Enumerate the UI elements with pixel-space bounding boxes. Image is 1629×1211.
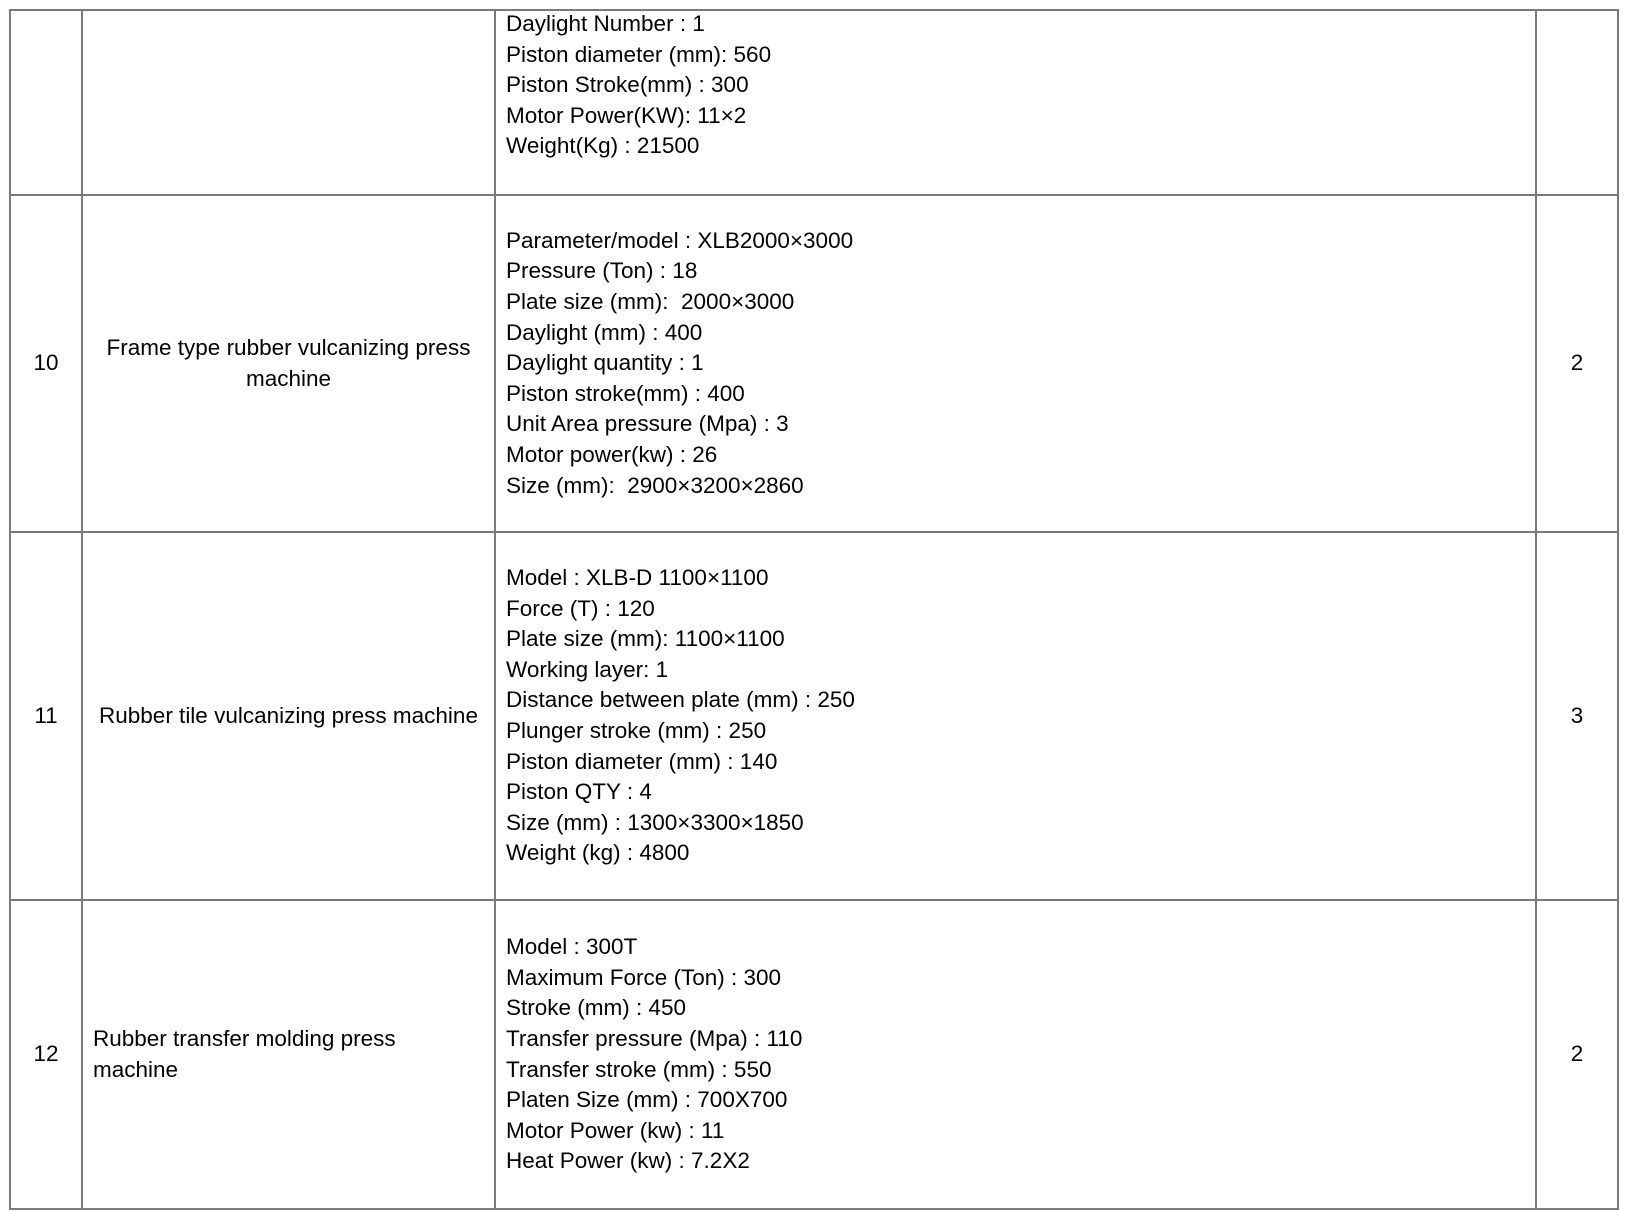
- spec-line: Transfer stroke (mm) : 550: [506, 1056, 772, 1082]
- specification-cell: [495, 10, 1536, 195]
- spec-line: Motor Power (kw) : 11: [506, 1117, 725, 1143]
- specification-cell: [495, 195, 1536, 532]
- spec-line: Plate size (mm): 2000×3000: [506, 289, 795, 315]
- equipment-name: [82, 10, 495, 195]
- spec-line: Plunger stroke (mm) : 250: [506, 718, 767, 743]
- spec-line: Piston stroke(mm) : 400: [506, 380, 745, 406]
- item-number: 12: [10, 900, 82, 1209]
- item-number: [10, 10, 82, 195]
- spec-line: Distance between plate (mm) : 250: [506, 687, 855, 713]
- spec-line: Size (mm): 2900×3200×2860: [506, 472, 804, 498]
- spec-line: Stroke (mm) : 450: [506, 995, 687, 1021]
- quantity: [1536, 10, 1618, 195]
- spec-line: Weight (kg) : 4800: [506, 840, 690, 866]
- spec-line: Pressure (Ton) : 18: [506, 258, 698, 284]
- equipment-name: Rubber transfer molding press machine: [82, 900, 495, 1209]
- spec-line: Working layer: 1: [506, 656, 669, 682]
- spec-line: Daylight Number : 1: [506, 11, 705, 36]
- spec-line: Piston QTY : 4: [506, 779, 652, 805]
- item-number: 10: [10, 195, 82, 532]
- spec-list: [506, 563, 1535, 869]
- table-row: [10, 532, 1618, 900]
- spec-line: Model : XLB-D 1100×1100: [506, 565, 769, 591]
- quantity: 2: [1536, 195, 1618, 532]
- spec-line: Maximum Force (Ton) : 300: [506, 964, 782, 990]
- spec-line: Piston diameter (mm): 560: [506, 41, 772, 67]
- spec-list: [506, 9, 1535, 162]
- spec-line: Unit Area pressure (Mpa) : 3: [506, 411, 789, 437]
- item-number: 11: [10, 532, 82, 900]
- spec-line: Size (mm) : 1300×3300×1850: [506, 809, 804, 835]
- specification-cell: [495, 900, 1536, 1209]
- spec-line: Daylight quantity : 1: [506, 350, 704, 376]
- spec-list: [506, 226, 1535, 501]
- equipment-name: Rubber tile vulcanizing press machine: [82, 532, 495, 900]
- spec-line: Daylight (mm) : 400: [506, 319, 703, 345]
- spec-line: Piston diameter (mm) : 140: [506, 748, 778, 774]
- spec-line: Motor power(kw) : 26: [506, 441, 718, 467]
- spec-line: Transfer pressure (Mpa) : 110: [506, 1025, 803, 1051]
- spec-line: Motor Power(KW): 11×2: [506, 102, 747, 128]
- spec-line: Parameter/model : XLB2000×3000: [506, 227, 854, 253]
- equipment-name: Frame type rubber vulcanizing press machine: [82, 195, 495, 532]
- spec-line: Force (T) : 120: [506, 595, 655, 621]
- specification-cell: [495, 532, 1536, 900]
- table-row: [10, 900, 1618, 1209]
- quantity: 2: [1536, 900, 1618, 1209]
- table-row: [10, 10, 1618, 195]
- table-row: [10, 195, 1618, 532]
- quantity: 3: [1536, 532, 1618, 900]
- spec-line: Piston Stroke(mm) : 300: [506, 72, 749, 98]
- equipment-spec-table: [9, 9, 1619, 1210]
- spec-line: Heat Power (kw) : 7.2X2: [506, 1148, 750, 1174]
- spec-line: Plate size (mm): 1100×1100: [506, 626, 785, 652]
- spec-line: Weight(Kg) : 21500: [506, 133, 700, 159]
- spec-list: [506, 932, 1535, 1177]
- spec-line: Model : 300T: [506, 934, 638, 960]
- spec-line: Platen Size (mm) : 700X700: [506, 1087, 788, 1113]
